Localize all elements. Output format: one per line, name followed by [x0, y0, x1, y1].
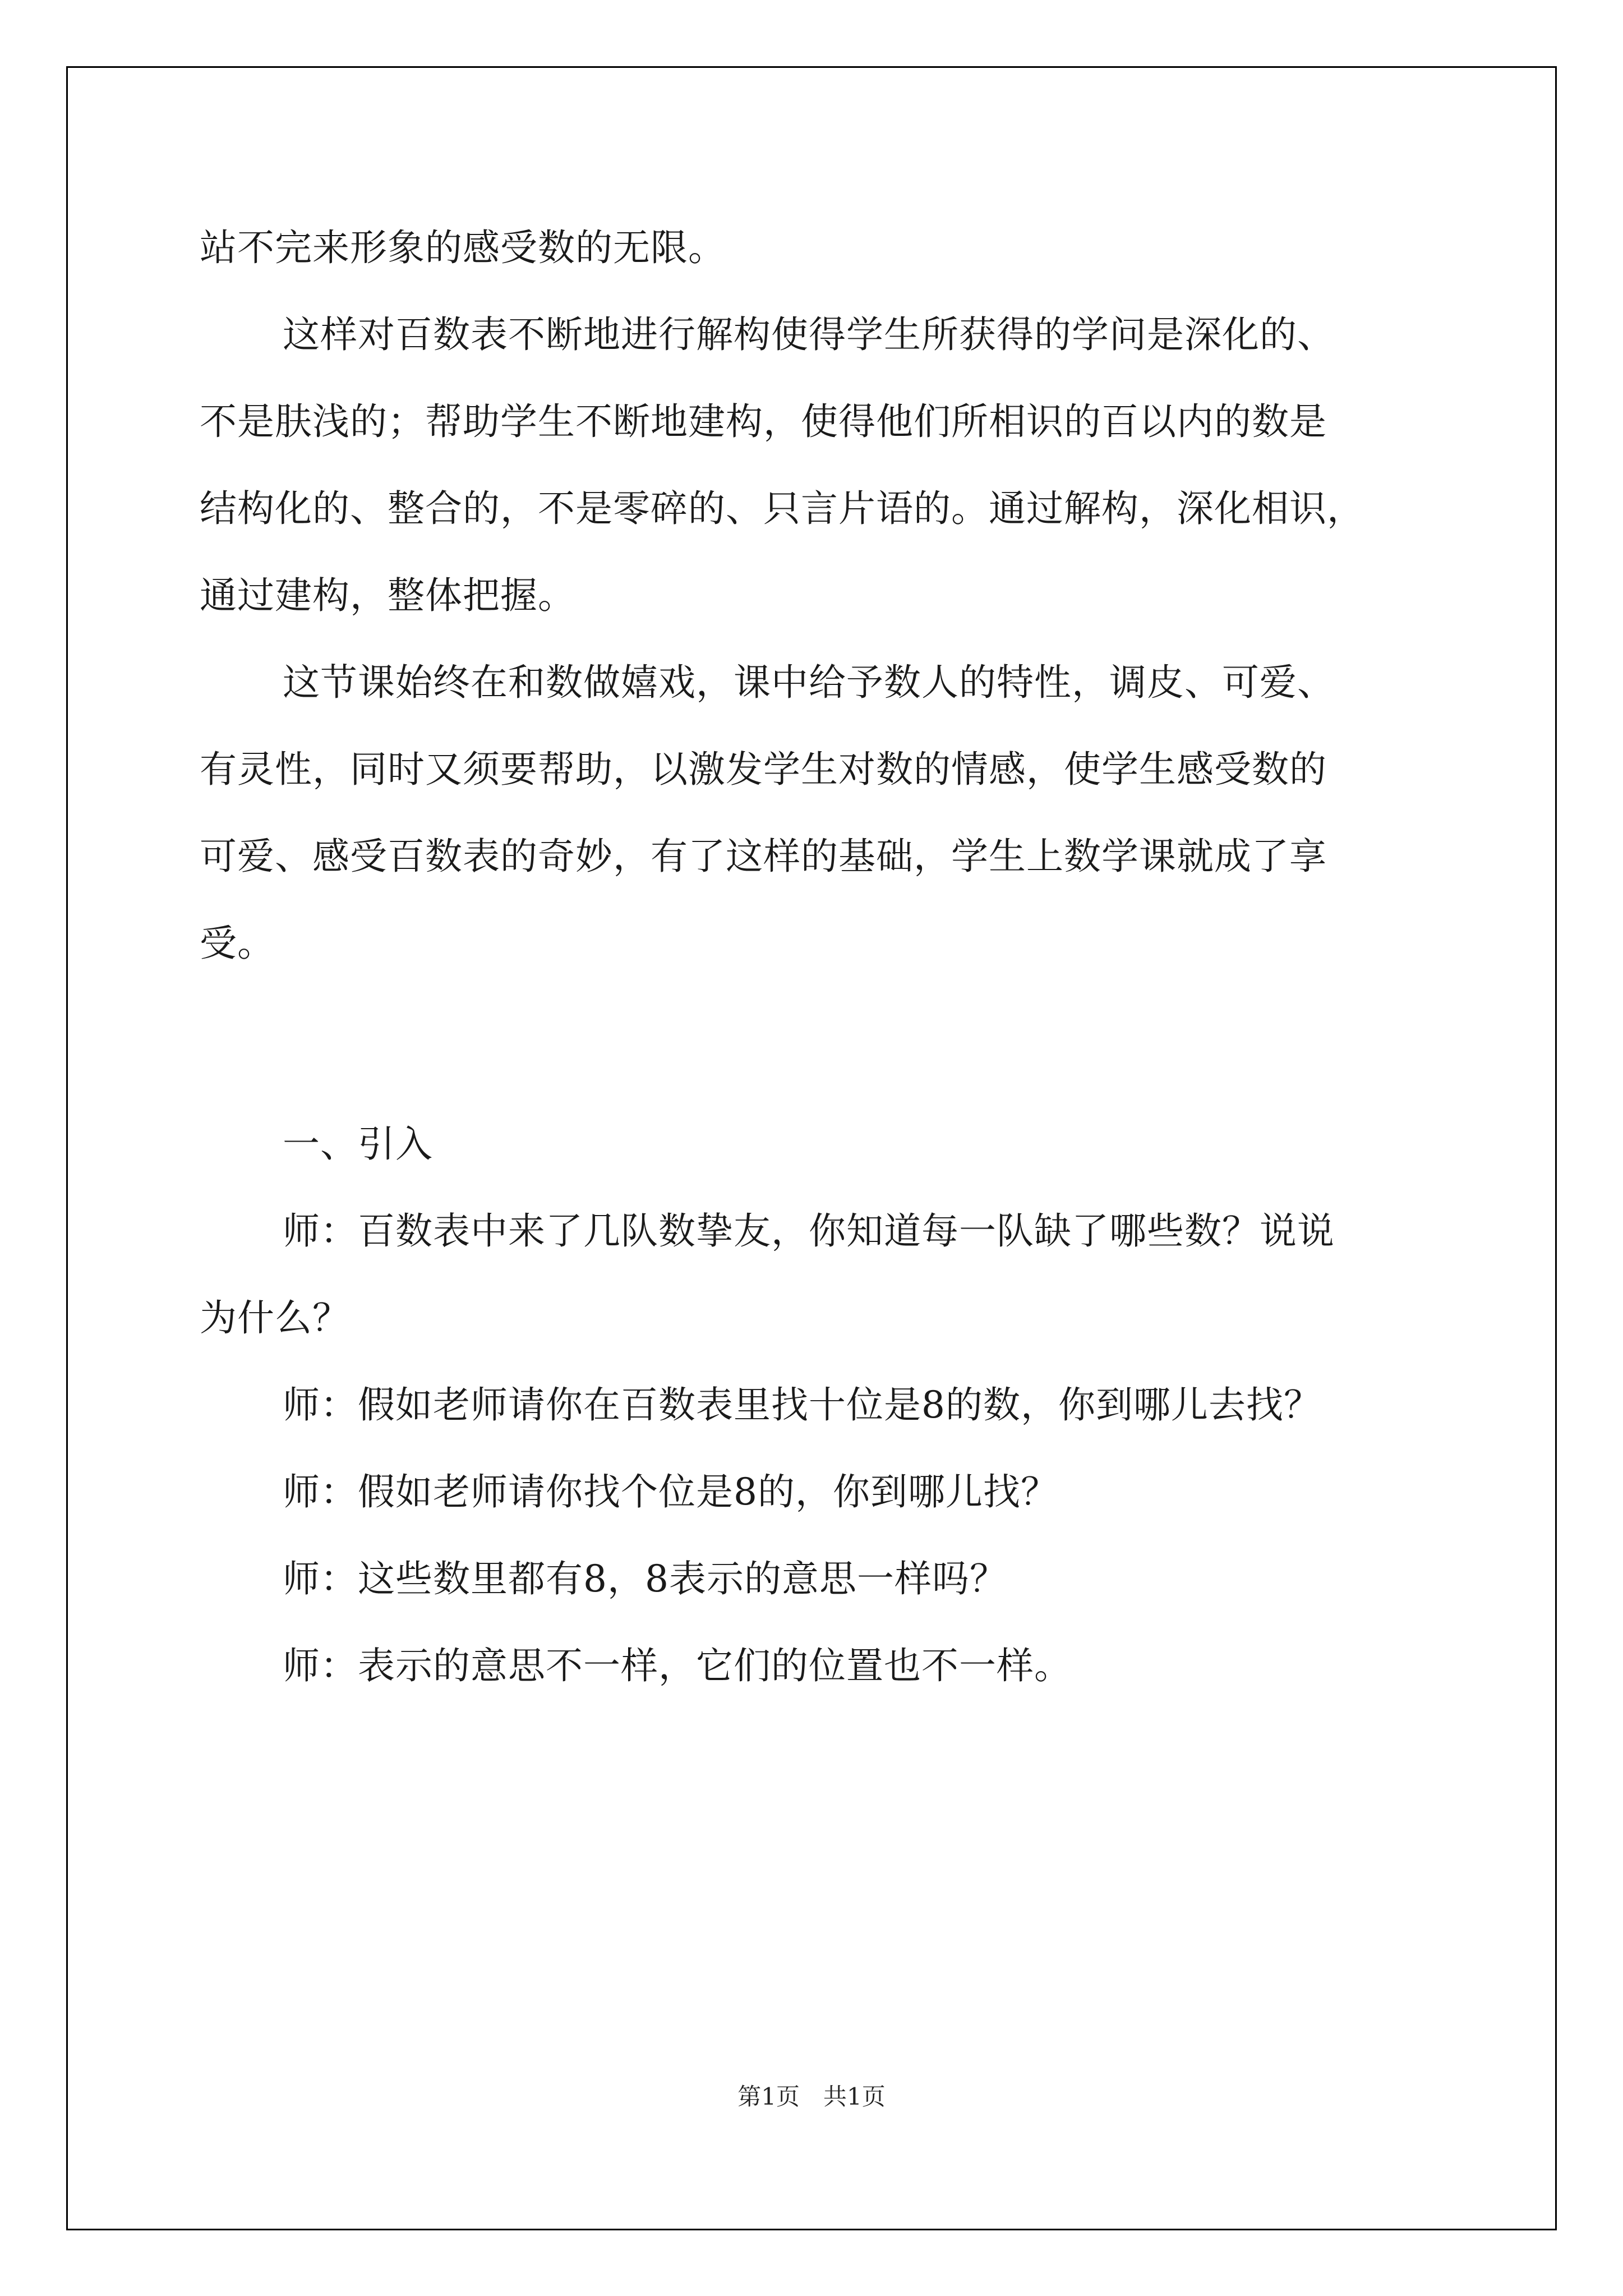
paragraph-line: 受。	[200, 922, 275, 965]
paragraph-line: 有灵性，同时又须要帮助，以激发学生对数的情感，使学生感受数的	[200, 748, 1327, 791]
paragraph-line: 为什么？	[200, 1296, 350, 1340]
paragraph-line: 师：这些数里都有8，8表示的意思一样吗？	[283, 1557, 1007, 1600]
paragraph-line: 师：百数表中来了几队数挚友，你知道每一队缺了哪些数？说说	[283, 1209, 1335, 1253]
page-number-footer: 第1页 共1页	[737, 2083, 886, 2110]
paragraph-line: 这样对百数表不断地进行解构使得学生所获得的学问是深化的、	[283, 313, 1335, 356]
section-heading: 一、引入	[283, 1122, 433, 1166]
paragraph-line: 师：假如老师请你找个位是8的，你到哪儿找？	[283, 1470, 1058, 1513]
paragraph-line: 可爱、感受百数表的奇妙，有了这样的基础，学生上数学课就成了享	[200, 835, 1327, 878]
paragraph-line: 结构化的、整合的，不是零碎的、只言片语的。通过解构，深化相识，	[200, 487, 1364, 530]
paragraph-line: 师：表示的意思不一样，它们的位置也不一样。	[283, 1644, 1072, 1687]
paragraph-line: 这节课始终在和数做嬉戏，课中给予数人的特性，调皮、可爱、	[283, 661, 1335, 704]
paragraph-line: 师：假如老师请你在百数表里找十位是8的数，你到哪儿去找？	[283, 1383, 1321, 1427]
paragraph-line: 站不完来形象的感受数的无限。	[200, 226, 726, 269]
paragraph-line: 通过建构，整体把握。	[200, 574, 575, 617]
paragraph-line: 不是肤浅的；帮助学生不断地建构，使得他们所相识的百以内的数是	[200, 400, 1327, 443]
